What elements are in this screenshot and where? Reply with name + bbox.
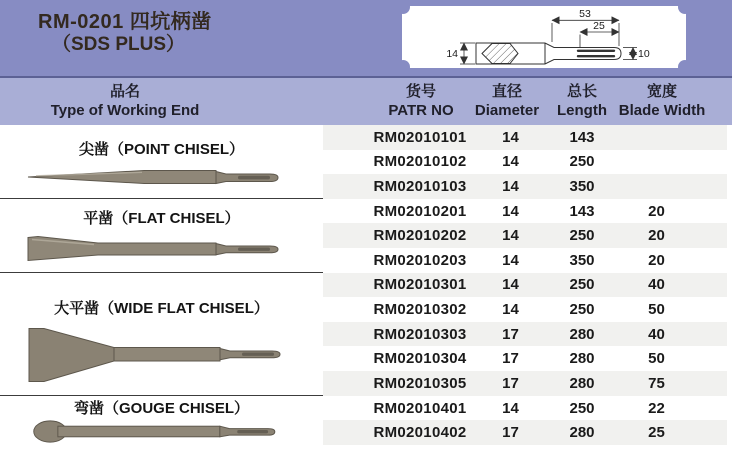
cell-diameter: 14 (502, 202, 519, 220)
section-flat-chisel (0, 199, 323, 273)
page-title-block (38, 11, 212, 56)
cell-length: 143 (569, 128, 595, 146)
cell-part-no: RM02010202 (373, 227, 467, 245)
cell-length: 280 (569, 325, 595, 343)
cell-diameter: 17 (502, 325, 519, 343)
cell-diameter: 14 (502, 178, 519, 196)
cell-blade-width: 40 (648, 325, 665, 343)
section-label: 尖凿（POINT CHISEL） (78, 141, 244, 158)
table-row (323, 297, 727, 322)
cell-part-no: RM02010302 (373, 301, 467, 319)
cell-length: 143 (569, 202, 595, 220)
table-row (323, 174, 727, 199)
cell-diameter: 14 (502, 301, 519, 319)
table-row (323, 125, 727, 150)
header-part-no (388, 82, 453, 120)
cell-blade-width: 20 (648, 202, 665, 220)
dim-25-label: 25 (593, 20, 605, 32)
header-part-no-zh: 货号 (405, 83, 436, 100)
flat-chisel-image (24, 231, 300, 265)
header-working-end-en: Type of Working End (50, 102, 200, 119)
header-length (557, 82, 607, 120)
section-point-chisel (0, 125, 323, 199)
cell-blade-width: 22 (648, 399, 665, 417)
cell-diameter: 17 (502, 374, 519, 392)
cell-part-no: RM02010305 (373, 374, 467, 392)
table-row (323, 150, 727, 175)
cell-part-no: RM02010203 (373, 251, 467, 269)
cell-diameter: 17 (502, 350, 519, 368)
table-row (323, 248, 727, 273)
cell-blade-width: 75 (648, 374, 665, 392)
header-blade-width (619, 82, 706, 120)
cell-length: 280 (569, 350, 595, 368)
cell-blade-width: 25 (648, 424, 665, 442)
header-length-zh: 总长 (566, 83, 597, 100)
table-row (323, 273, 727, 298)
cell-blade-width: 50 (648, 350, 665, 368)
table-header (0, 78, 732, 125)
cell-blade-width: 20 (648, 227, 665, 245)
header-part-no-en: PATR NO (388, 102, 454, 119)
header-diameter-zh: 直径 (491, 83, 523, 100)
section-wide-flat-chisel (0, 273, 323, 396)
page-title: RM-0201 四坑柄凿 (38, 11, 212, 33)
cell-length: 250 (569, 399, 595, 417)
cell-blade-width: 20 (648, 251, 665, 269)
cell-part-no: RM02010304 (373, 350, 467, 368)
cell-diameter: 14 (502, 153, 519, 171)
section-label: 平凿（FLAT CHISEL） (83, 210, 240, 227)
table-row (323, 322, 727, 347)
cell-length: 350 (569, 251, 595, 269)
table-body (323, 125, 727, 445)
cell-diameter: 14 (502, 276, 519, 294)
table-row (323, 420, 727, 445)
point-chisel-image (24, 162, 300, 192)
working-end-column (0, 125, 323, 445)
cell-blade-width: 40 (648, 276, 665, 294)
table-row (323, 396, 727, 421)
cell-part-no: RM02010201 (373, 202, 467, 220)
title-banner (0, 0, 732, 78)
dim-10-label: 10 (638, 48, 650, 60)
section-gouge-chisel (0, 396, 323, 445)
table-row (323, 223, 727, 248)
cell-length: 250 (569, 301, 595, 319)
header-length-en: Length (557, 102, 607, 119)
technical-drawing (402, 6, 686, 68)
cell-length: 350 (569, 178, 595, 196)
cell-length: 250 (569, 227, 595, 245)
section-label: 弯凿（GOUGE CHISEL） (73, 400, 249, 417)
cell-part-no: RM02010102 (373, 153, 467, 171)
cell-part-no: RM02010101 (373, 128, 467, 146)
table-row (323, 199, 727, 224)
cell-part-no: RM02010103 (373, 178, 467, 196)
header-diameter-en: Diameter (474, 102, 540, 119)
cell-diameter: 14 (502, 227, 519, 245)
page-subtitle: （SDS PLUS） (52, 34, 186, 55)
dim-14-label: 14 (446, 48, 458, 60)
header-working-end (51, 82, 200, 120)
cell-length: 280 (569, 424, 595, 442)
cell-part-no: RM02010402 (373, 424, 467, 442)
cell-diameter: 14 (502, 251, 519, 269)
header-working-end-zh: 品名 (109, 83, 141, 100)
cell-diameter: 14 (502, 399, 519, 417)
header-diameter (475, 82, 539, 120)
table-row (323, 346, 727, 371)
cell-length: 280 (569, 374, 595, 392)
wide-flat-chisel-image (24, 327, 300, 383)
header-blade-width-zh: 宽度 (646, 83, 677, 100)
dim-53-label: 53 (579, 8, 591, 20)
table-row (323, 371, 727, 396)
cell-blade-width: 50 (648, 301, 665, 319)
section-label: 大平凿（WIDE FLAT CHISEL） (54, 300, 269, 317)
cell-diameter: 17 (502, 424, 519, 442)
gouge-chisel-image (24, 418, 300, 445)
cell-part-no: RM02010301 (373, 276, 467, 294)
cell-part-no: RM02010401 (373, 399, 467, 417)
cell-diameter: 14 (502, 128, 519, 146)
header-blade-width-en: Blade Width (618, 102, 706, 119)
cell-length: 250 (569, 276, 595, 294)
cell-length: 250 (569, 153, 595, 171)
cell-part-no: RM02010303 (373, 325, 467, 343)
